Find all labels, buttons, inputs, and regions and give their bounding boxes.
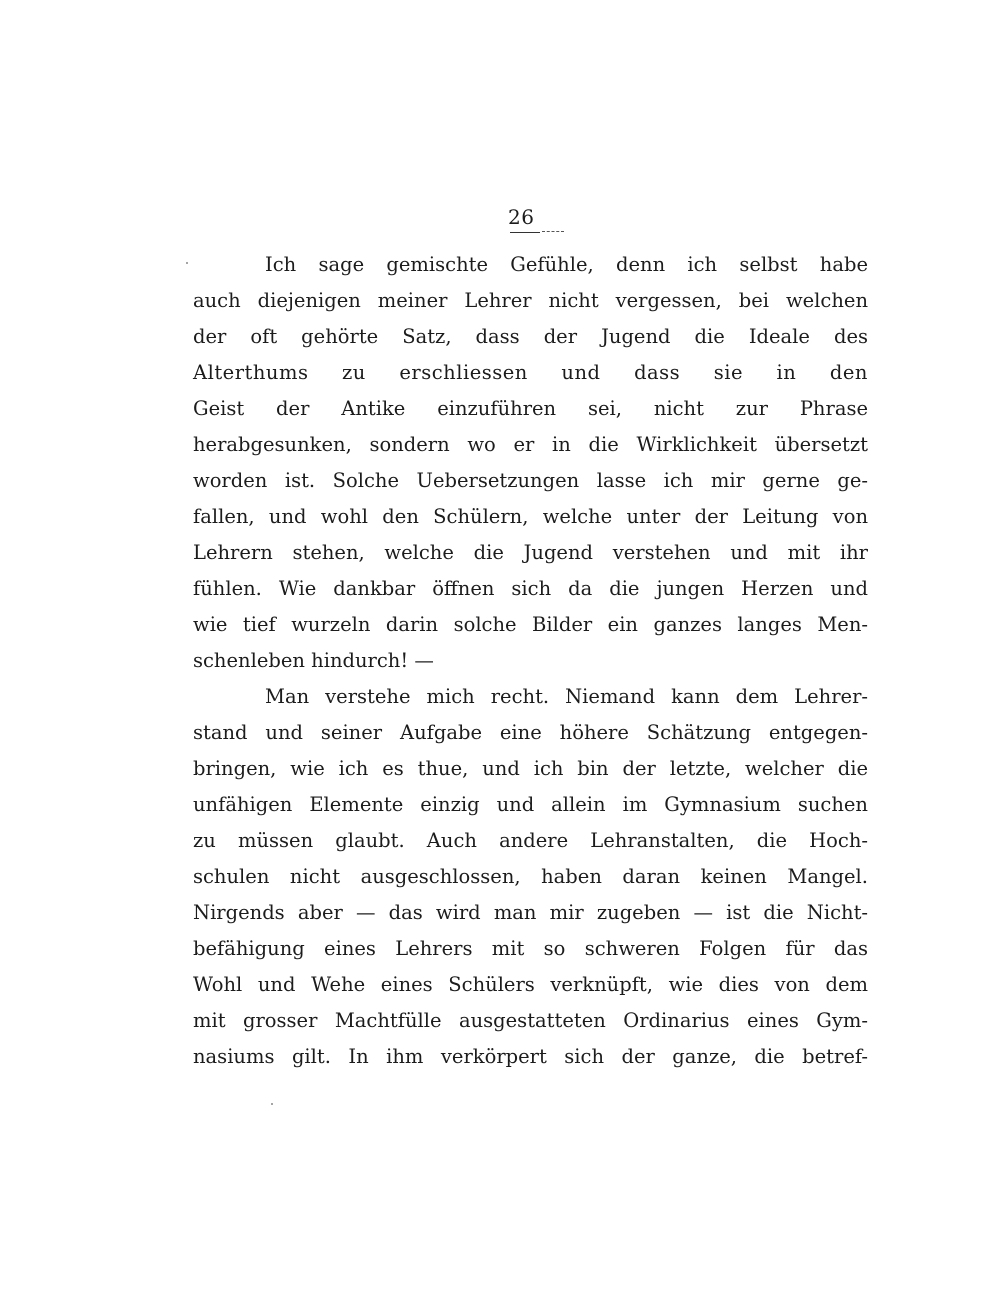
text-line: zu müssen glaubt. Auch andere Lehranstalten, die Hoch-: [193, 829, 868, 852]
text-line: wie tief wurzeln darin solche Bilder ein ganzes langes Men-: [193, 613, 868, 636]
scan-speck: [271, 1103, 273, 1105]
text-line: stand und seiner Aufgabe eine höhere Schätzung entgegen-: [193, 721, 868, 744]
text-line: mit grosser Machtfülle ausgestatteten Ordinarius eines Gym-: [193, 1009, 868, 1032]
text-line: Wohl und Wehe eines Schülers verknüpft, wie dies von dem: [193, 973, 868, 996]
text-line: Ich sage gemischte Gefühle, denn ich selbst habe: [265, 253, 868, 276]
page-number: 26: [508, 205, 535, 229]
page-number-rule-dots: [542, 231, 564, 232]
text-line: worden ist. Solche Uebersetzungen lasse ich mir gerne ge-: [193, 469, 868, 492]
text-line: fallen, und wohl den Schülern, welche unter der Leitung von: [193, 505, 868, 528]
text-line: schulen nicht ausgeschlossen, haben daran keinen Mangel.: [193, 865, 868, 888]
page-number-rule: [510, 232, 540, 233]
text-line: unfähigen Elemente einzig und allein im Gymnasium suchen: [193, 793, 868, 816]
text-line: der oft gehörte Satz, dass der Jugend die Ideale des: [193, 325, 868, 348]
text-line: bringen, wie ich es thue, und ich bin der letzte, welcher die: [193, 757, 868, 780]
text-line: Nirgends aber — das wird man mir zugeben — ist die Nicht-: [193, 901, 868, 924]
text-line: schenleben hindurch! —: [193, 649, 434, 672]
text-line: fühlen. Wie dankbar öffnen sich da die jungen Herzen und: [193, 577, 868, 600]
text-line: befähigung eines Lehrers mit so schweren Folgen für das: [193, 937, 868, 960]
paragraph-2: [193, 679, 868, 1075]
text-line: auch diejenigen meiner Lehrer nicht vergessen, bei welchen: [193, 289, 868, 312]
text-line: Lehrern stehen, welche die Jugend verstehen und mit ihr: [193, 541, 868, 564]
scan-speck: [186, 262, 188, 264]
text-line: Alterthums zu erschliessen und dass sie in den: [193, 361, 868, 384]
body-text: [193, 247, 868, 1075]
text-line: Man verstehe mich recht. Niemand kann dem Lehrer-: [265, 685, 868, 708]
text-line: Geist der Antike einzuführen sei, nicht zur Phrase: [193, 397, 868, 420]
text-line: nasiums gilt. In ihm verkörpert sich der ganze, die betref-: [193, 1045, 868, 1068]
text-line: herabgesunken, sondern wo er in die Wirklichkeit übersetzt: [193, 433, 868, 456]
paragraph-1: [193, 247, 868, 679]
